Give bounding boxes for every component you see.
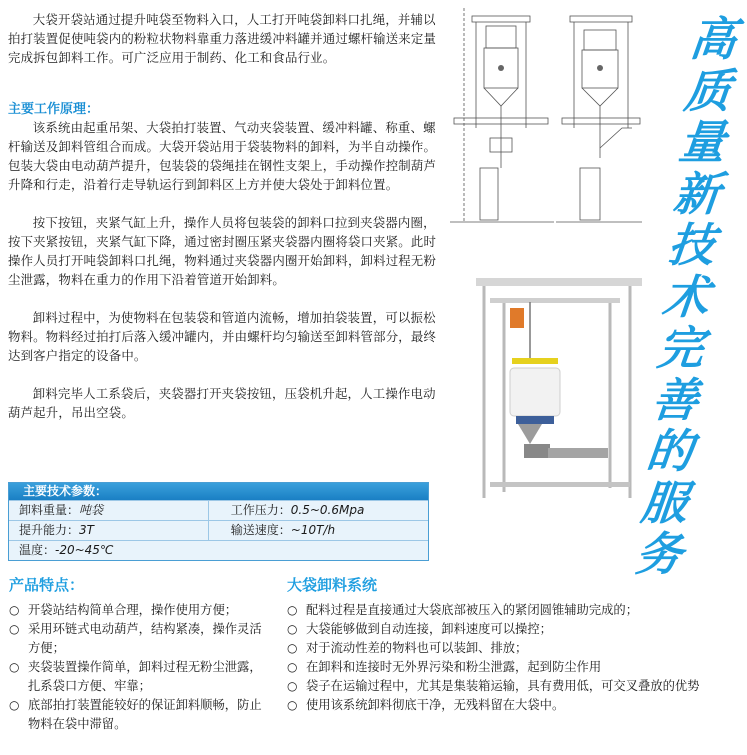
slogan-char: 的 (644, 424, 696, 478)
product-photo (470, 272, 648, 500)
slogan-char: 善 (649, 372, 702, 427)
list-item-text: 在卸料和连接时无外界污染和粉尘泄露，起到防尘作用 (306, 660, 602, 674)
list-item (287, 639, 707, 658)
spec-row (9, 520, 428, 540)
spec-cell (9, 521, 208, 540)
list-item (287, 658, 707, 677)
spec-value: 0.5~0.6Mpa (290, 503, 365, 517)
principle-title: 主要工作原理： (8, 102, 100, 117)
list-item (287, 677, 707, 696)
spec-cell (208, 521, 428, 540)
list-item (9, 696, 271, 734)
list-item-text: 袋子在运输过程中，尤其是集装箱运输，具有费用低，可交叉叠放的优势 (306, 679, 700, 693)
bullet-icon: ○ (9, 660, 20, 674)
list-item-text: 配料过程是直接通过大袋底部被压入的紧闭圆锥辅助完成的； (306, 603, 639, 617)
slogan-char: 服 (638, 475, 691, 530)
spec-cell (9, 501, 208, 520)
list-item (287, 601, 707, 620)
intro-paragraph: 大袋开袋站通过提升吨袋至物料入口，人工打开吨袋卸料口扎绳，并辅以拍打装置促使吨袋内的粉粒状物料靠重力落进缓冲料罐并通过螺杆输送来定量完成拆包卸料工作。可广泛应用于制药、化工和食品行业。 (8, 12, 437, 65)
spec-table (8, 482, 429, 561)
list-item (287, 620, 707, 639)
features-title: 产品特点： (9, 576, 85, 594)
spec-label: 输送速度： (230, 523, 291, 537)
spec-label: 卸料重量： (19, 503, 80, 517)
list-item-text: 底部拍打装置能较好的保证卸料顺畅，防止物料在袋中滞留。 (28, 698, 262, 731)
bullet-icon: ○ (9, 698, 20, 712)
spec-value: ~10T/h (290, 523, 336, 537)
spec-label: 工作压力： (230, 503, 291, 517)
features-list (9, 601, 271, 734)
spec-label: 提升能力： (19, 523, 80, 537)
bullet-icon: ○ (287, 603, 298, 617)
bullet-icon: ○ (9, 622, 20, 636)
spec-row (9, 500, 428, 520)
principle-paragraph: 该系统由起重吊架、大袋拍打装置、气动夹袋装置、缓冲料罐、称重、螺杆输送及卸料管组合而成。大袋开袋站用于袋装物料的卸料，为半自动操作。包装大袋由电动葫芦提升，包装袋的袋绳挂在钢性支架上，手动操作控制葫芦升降和行走，沿着行走导轨运行到卸料区上方并使大袋处于卸料位置。 (8, 120, 437, 192)
principle-section (8, 118, 440, 441)
system-list (287, 601, 707, 715)
list-item (9, 601, 271, 620)
bullet-icon: ○ (287, 641, 298, 655)
bullet-icon: ○ (9, 603, 20, 617)
slogan-char: 完 (654, 321, 707, 375)
slogan-char: 技 (665, 218, 718, 272)
principle-paragraph: 按下按钮，夹紧气缸上升，操作人员将包装袋的卸料口拉到夹袋器内圈，按下夹紧按钮，夹紧气缸下降，通过密封圈压紧夹袋器内圈将袋口夹紧。此时操作人员打开吨袋卸料口扎绳，物料通过夹袋器内圈开始卸料，卸料过程无粉尘泄露，物料在重力的作用下沿着管道开始卸料。 (8, 215, 437, 287)
principle-paragraph: 卸料完毕人工系袋后，夹袋器打开夹袋按钮，压袋机升起，人工操作电动葫芦起升，吊出空袋。 (8, 386, 436, 420)
list-item-text: 采用环链式电动葫芦，结构紧凑，操作灵活方便； (28, 622, 262, 655)
list-item-text: 夹袋装置操作简单，卸料过程无粉尘泄露，扎系袋口方便、牢靠； (28, 660, 262, 693)
spec-value: 3T (79, 523, 94, 537)
technical-drawing (450, 8, 642, 230)
principle-paragraph: 卸料过程中，为使物料在包装袋和管道内流畅，增加拍袋装置，可以振松物料。物料经过拍打后落入缓冲罐内，并由螺杆均匀输送至卸料管部分，最终达到客户指定的设备中。 (8, 310, 437, 363)
bullet-icon: ○ (287, 698, 298, 712)
slogan-char: 新 (671, 166, 723, 221)
list-item-text: 开袋站结构简单合理，操作使用方便； (28, 603, 238, 617)
slogan-char: 高 (687, 12, 739, 66)
bullet-icon: ○ (287, 660, 298, 674)
spec-title: 主要技术参数： (9, 483, 428, 500)
list-item-text: 大袋能够做到自动连接，卸料速度可以操控； (306, 622, 552, 636)
spec-row (9, 540, 428, 560)
spec-label: 温度： (19, 543, 56, 557)
slogan-char: 质 (681, 63, 734, 118)
list-item-text: 对于流动性差的物料也可以装卸、排放； (306, 641, 528, 655)
list-item (9, 658, 271, 696)
slogan-char: 务 (633, 527, 685, 581)
list-item (9, 620, 271, 658)
list-item-text: 使用该系统卸料彻底干净，无残料留在大袋中。 (306, 698, 565, 712)
bullet-icon: ○ (287, 622, 298, 636)
bullet-icon: ○ (287, 679, 298, 693)
spec-cell (208, 501, 428, 520)
slogan-char: 术 (660, 269, 712, 324)
slogan-char: 量 (676, 115, 729, 169)
system-title: 大袋卸料系统 (287, 576, 378, 594)
spec-value: -20~45℃ (55, 543, 114, 557)
spec-value: 吨袋 (79, 503, 104, 517)
list-item (287, 696, 707, 715)
spec-cell (9, 541, 219, 560)
